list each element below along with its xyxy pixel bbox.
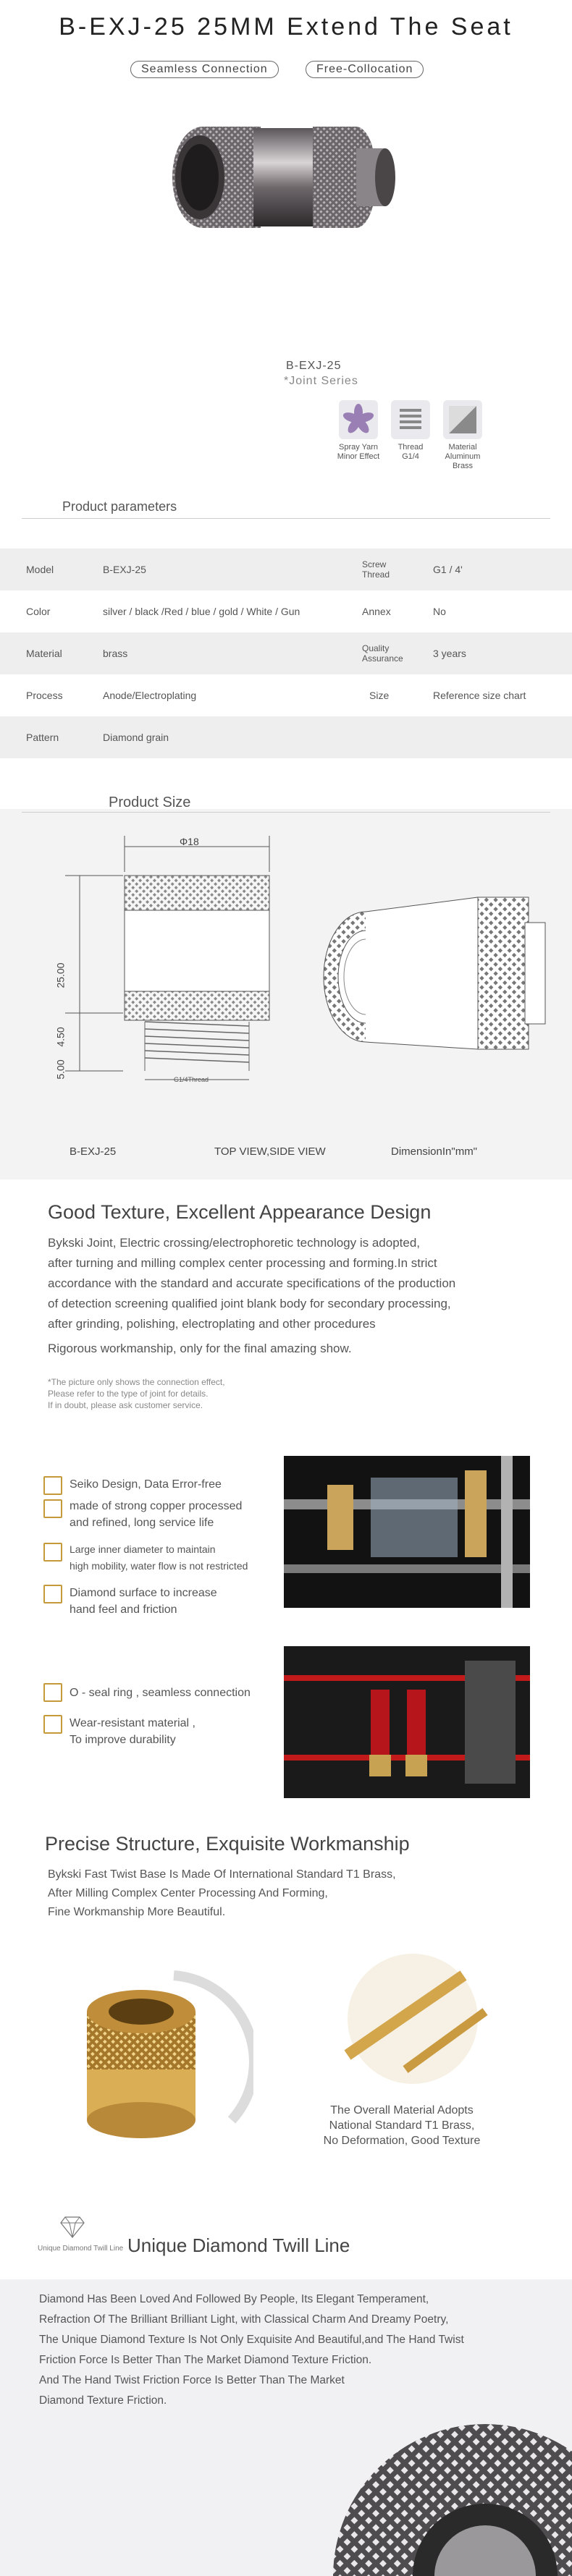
- param-row: [0, 632, 572, 674]
- diamond-logo-icon: [59, 2216, 85, 2239]
- caption-line: The Overall Material Adopts: [330, 2104, 474, 2117]
- note-line: If in doubt, please ask customer service.: [48, 1400, 203, 1410]
- page-title: B-EXJ-25 25MM Extend The Seat: [59, 13, 513, 41]
- check-icon: [43, 1585, 62, 1603]
- check-item: [70, 1715, 195, 1748]
- free-collocation-badge: Free-Collocation: [306, 61, 424, 78]
- material-caption: [290, 2103, 514, 2148]
- structure-heading: Precise Structure, Exquisite Workmanship: [45, 1833, 410, 1855]
- size-model: B-EXJ-25: [70, 1145, 117, 1158]
- param-key: Process: [26, 690, 63, 701]
- material-icon: [443, 400, 482, 439]
- unit-caption: DimensionIn"mm": [391, 1145, 478, 1158]
- check-icon: [43, 1543, 62, 1562]
- check-icon: [43, 1499, 62, 1518]
- diamond-heading: Unique Diamond Twill Line: [127, 2234, 350, 2256]
- series-line: *Joint Series: [284, 375, 358, 387]
- param-value: Reference size chart: [433, 690, 526, 701]
- check-text: Wear-resistant material ,: [70, 1717, 195, 1729]
- text-line: After Milling Complex Center Processing And Forming,: [48, 1887, 328, 1899]
- param-key: Quality Assurance: [362, 643, 403, 664]
- check-text: Large inner diameter to maintain: [70, 1543, 216, 1555]
- param-value: No: [433, 606, 446, 617]
- param-key: Material: [26, 648, 62, 659]
- text-line: Bykski Fast Twist Base Is Made Of International Standard T1 Brass,: [48, 1868, 396, 1881]
- text-line: The Unique Diamond Texture Is Not Only Exquisite And Beautiful,and The Hand Twist: [39, 2334, 464, 2346]
- check-item: [70, 1685, 251, 1701]
- disclaimer-note: [48, 1376, 225, 1411]
- check-item: [70, 1498, 242, 1531]
- param-key: Annex: [362, 606, 391, 617]
- view-caption: TOP VIEW,SIDE VIEW: [214, 1145, 326, 1158]
- param-value: G1 / 4': [433, 564, 463, 575]
- feature-label-spray: Spray Yarn Minor Effect: [337, 443, 380, 461]
- seamless-connection-badge: Seamless Connection: [130, 61, 279, 78]
- check-text: hand feel and friction: [70, 1603, 177, 1616]
- check-text: To improve durability: [70, 1734, 176, 1746]
- text-line: after grinding, polishing, electroplating and other procedures: [48, 1317, 376, 1331]
- param-key: Model: [26, 564, 54, 575]
- dim-total: 25.00: [54, 962, 67, 988]
- check-item: [70, 1541, 248, 1575]
- caption-line: National Standard T1 Brass,: [329, 2119, 475, 2132]
- product-side-render: [311, 879, 550, 1060]
- text-line: of detection screening qualified joint blank body for secondary processing,: [48, 1297, 451, 1310]
- technical-drawing: [43, 832, 290, 1122]
- brass-fitting-image: [43, 1954, 253, 2171]
- divider: [22, 812, 550, 813]
- param-key: Size: [369, 690, 390, 701]
- texture-paragraph: [48, 1233, 540, 1334]
- text-line: Friction Force Is Better Than The Market Diamond Texture Friction.: [39, 2354, 372, 2366]
- check-text: and refined, long service life: [70, 1517, 214, 1529]
- hero-product-image: [152, 90, 413, 264]
- diamond-text: [39, 2289, 464, 2411]
- dim-width: Φ18: [180, 836, 199, 847]
- param-key: Pattern: [26, 732, 59, 743]
- text-line: Diamond Has Been Loved And Followed By People, Its Elegant Temperament,: [39, 2293, 429, 2305]
- param-row: [0, 716, 572, 758]
- check-text: made of strong copper processed: [70, 1500, 243, 1512]
- brass-rods-image: [326, 1946, 507, 2091]
- dim-knurl: 4.50: [54, 1027, 67, 1047]
- check-text: Diamond surface to increase: [70, 1587, 217, 1599]
- note-line: Please refer to the type of joint for details.: [48, 1389, 209, 1399]
- check-item: [70, 1476, 222, 1493]
- check-item: [70, 1585, 217, 1618]
- note-line: *The picture only shows the connection effect,: [48, 1377, 225, 1387]
- text-line: And The Hand Twist Friction Force Is Better Than The Market: [39, 2374, 345, 2386]
- spray-yarn-icon: [339, 400, 378, 439]
- red-tubing-photo: [284, 1646, 530, 1798]
- feature-label-material: Material Aluminum Brass: [445, 443, 481, 470]
- thread-label: G1/4Thread: [174, 1076, 209, 1083]
- structure-text: [48, 1865, 396, 1922]
- param-value: silver / black /Red / blue / gold / White / Gun: [103, 606, 300, 617]
- text-line: Diamond Texture Friction.: [39, 2394, 167, 2407]
- thread-icon: [391, 400, 430, 439]
- dim-thread: 5.00: [54, 1059, 67, 1080]
- param-row: [0, 674, 572, 716]
- param-row: [0, 590, 572, 632]
- caption-line: No Deformation, Good Texture: [323, 2135, 481, 2147]
- check-text: O - seal ring , seamless connection: [70, 1687, 251, 1699]
- text-line: Fine Workmanship More Beautiful.: [48, 1906, 226, 1918]
- divider: [22, 518, 550, 519]
- size-heading: Product Size: [109, 795, 191, 810]
- param-value: brass: [103, 648, 128, 659]
- param-key: Color: [26, 606, 51, 617]
- check-icon: [43, 1683, 62, 1702]
- series-model: B-EXJ-25: [286, 360, 342, 372]
- text-line: Refraction Of The Brilliant Brilliant Light, with Classical Charm And Dreamy Poetry,: [39, 2313, 449, 2326]
- diamond-knurl-closeup: [311, 2402, 572, 2576]
- param-value: Anode/Electroplating: [103, 690, 197, 701]
- param-value: B-EXJ-25: [103, 564, 146, 575]
- param-value: Diamond grain: [103, 732, 169, 743]
- param-row: [0, 548, 572, 590]
- param-value: 3 years: [433, 648, 466, 659]
- check-text: Seiko Design, Data Error-free: [70, 1478, 222, 1491]
- text-line: accordance with the standard and accurate specifications of the production: [48, 1276, 456, 1290]
- workmanship-line: Rigorous workmanship, only for the final amazing show.: [48, 1342, 352, 1355]
- check-icon: [43, 1476, 62, 1495]
- check-text: high mobility, water flow is not restricted: [70, 1560, 248, 1572]
- check-icon: [43, 1715, 62, 1734]
- installed-fitting-photo: [284, 1456, 530, 1608]
- param-key: Screw Thread: [362, 559, 390, 580]
- parameters-heading: Product parameters: [62, 499, 177, 514]
- diamond-logo-text: Unique Diamond Twill Line: [38, 2245, 124, 2253]
- texture-heading: Good Texture, Excellent Appearance Design: [48, 1201, 432, 1223]
- text-line: after turning and milling complex center processing and forming.In strict: [48, 1256, 437, 1270]
- feature-label-thread: Thread G1/4: [398, 443, 424, 461]
- text-line: Bykski Joint, Electric crossing/electrophoretic technology is adopted,: [48, 1236, 421, 1250]
